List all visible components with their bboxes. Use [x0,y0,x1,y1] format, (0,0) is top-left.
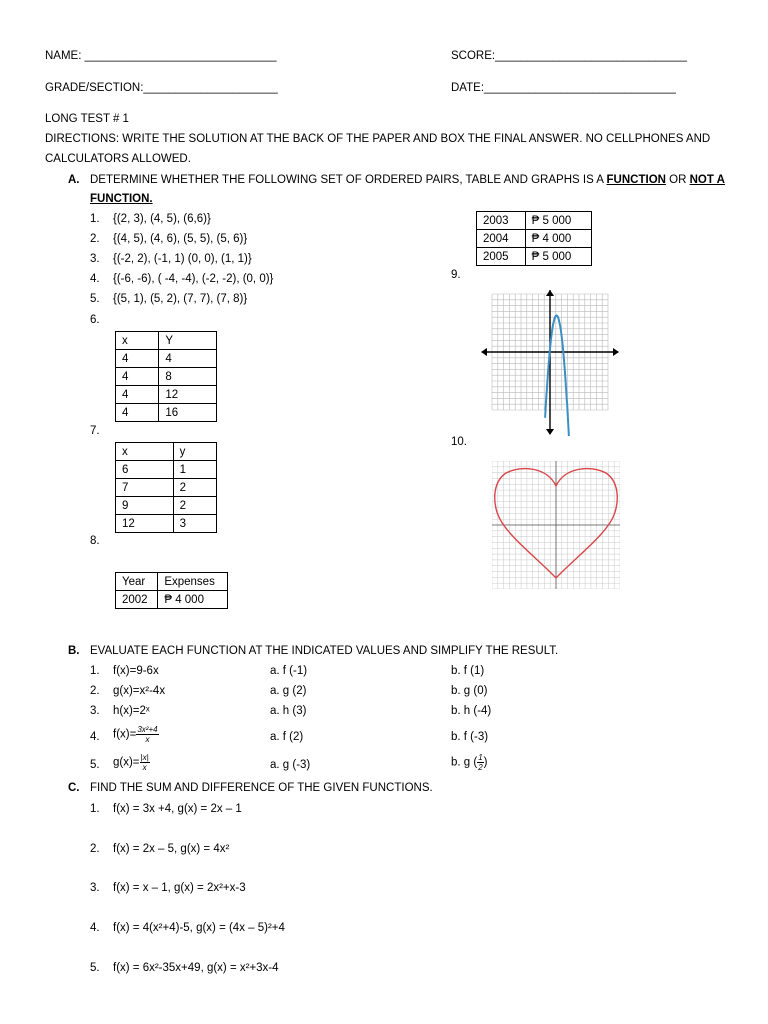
c-item-5-num: 5. [90,962,100,974]
a-item-7-num: 7. [90,425,100,437]
graph-9-parabola [480,290,620,436]
part-b-letter: B. [68,645,80,657]
fraction [136,725,158,744]
c-item-2-num: 2. [90,843,100,855]
table-cell: 2004 [477,230,526,248]
part-b-instruction: EVALUATE EACH FUNCTION AT THE INDICATED VALUES AND SIMPLIFY THE RESULT. [90,645,559,657]
part-a-letter: A. [68,174,80,186]
part-a-intro: DETERMINE WHETHER THE FOLLOWING SET OF ORDERED PAIRS, TABLE AND GRAPHS IS A [90,174,607,186]
b-item-3-num: 3. [90,705,100,717]
table-row [477,248,592,266]
a-item-4-text: {(-6, -6), ( -4, -4), (-2, -2), (0, 0)} [113,273,274,285]
graph-10-heart [492,461,620,589]
b-item-4-prefix: f(x)= [113,728,137,741]
date-field: DATE:______________________________ [451,82,676,94]
b-item-5-a: a. g (-3) [270,759,311,771]
table-cell: 12 [159,386,217,404]
not-a-word: NOT A [689,174,725,186]
a-item-10-num: 10. [451,436,467,448]
table-7 [115,442,217,533]
c-item-3-text: f(x) = x – 1, g(x) = 2x²+x-3 [113,882,246,894]
fraction-numerator: 1 [478,753,483,762]
table-cell: 4 [159,350,217,368]
x-axis-arrow-left [481,348,487,356]
function-word: FUNCTION [606,174,666,186]
c-item-1-num: 1. [90,803,100,815]
table-cell: ₱ 4 000 [158,591,228,609]
a-item-1-text: {(2, 3), (4, 5), (6,6)} [113,213,211,225]
table-row [116,350,217,368]
y-axis-arrow-up [546,290,554,296]
table-cell: ₱ 4 000 [525,230,591,248]
b-item-2-a: a. g (2) [270,685,307,697]
table-cell: 4 [116,350,159,368]
table-cell: ₱ 5 000 [525,248,591,266]
a-item-8-num: 8. [90,535,100,547]
b-item-1-b: b. f (1) [451,665,485,677]
a-item-3-num: 3. [90,253,100,265]
c-item-1-text: f(x) = 3x +4, g(x) = 2x – 1 [113,803,242,815]
table-cell: Expenses [158,573,228,591]
fraction-denominator: 2 [478,763,483,772]
score-field: SCORE:______________________________ [451,50,687,62]
table-cell: Y [159,332,217,350]
b-item-3-a: a. h (3) [270,705,307,717]
part-c-letter: C. [68,782,80,794]
b-item-5-function [113,753,150,772]
b-item-2-b: b. g (0) [451,685,488,697]
table-cell: 4 [116,368,159,386]
table-row [116,404,217,422]
a-item-2-text: {(4, 5), (4, 6), (5, 5), (5, 6)} [113,233,248,245]
table-cell: 4 [116,404,159,422]
fraction-numerator: 3x²+4 [137,725,158,734]
function-word-2: FUNCTION. [90,193,153,205]
c-item-3-num: 3. [90,882,100,894]
table-8-part-2 [476,211,592,266]
table-cell: 9 [116,497,174,515]
b-item-5-num: 5. [90,759,100,771]
fraction-denominator: x [145,735,150,744]
table-row [116,461,217,479]
table-cell: x [116,332,159,350]
b-item-4-a: a. f (2) [270,731,304,743]
c-item-2-text: f(x) = 2x – 5, g(x) = 4x² [113,843,230,855]
table-cell: 2005 [477,248,526,266]
table-6 [115,331,217,422]
table-cell: x [116,443,174,461]
b-item-2-num: 2. [90,685,100,697]
part-c-instruction: FIND THE SUM AND DIFFERENCE OF THE GIVEN FUNCTIONS. [90,782,433,794]
b-item-3-function: h(x)=2ˣ [113,705,150,717]
table-cell: ₱ 5 000 [525,212,591,230]
table-cell: 12 [116,515,174,533]
table-row [477,230,592,248]
table-cell: 7 [116,479,174,497]
table-row [116,515,217,533]
b-item-5-b-suffix: ) [483,756,488,769]
a-item-5-text: {(5, 1), (5, 2), (7, 7), (7, 8)} [113,293,248,305]
b-item-2-function: g(x)=x²-4x [113,685,166,697]
c-item-5-text: f(x) = 6x²-35x+49, g(x) = x²+3x-4 [113,962,279,974]
directions-line-1: DIRECTIONS: WRITE THE SOLUTION AT THE BACK OF THE PAPER AND BOX THE FINAL ANSWER. NO CELLPHONES AND [45,133,711,145]
table-cell: 2 [173,479,216,497]
table-cell: 16 [159,404,217,422]
parabola-curve [545,316,570,437]
fraction-numerator: |x| [140,753,149,762]
test-title: LONG TEST # 1 [45,113,129,125]
part-a-instruction [90,174,725,186]
table-cell: 6 [116,461,174,479]
a-item-5-num: 5. [90,293,100,305]
table-cell: 3 [173,515,216,533]
or-word: OR [665,174,690,186]
a-item-2-num: 2. [90,233,100,245]
table-cell: 2003 [477,212,526,230]
table-row [116,368,217,386]
table-cell: 2 [173,497,216,515]
b-item-1-function: f(x)=9-6x [113,665,159,677]
b-item-4-num: 4. [90,731,100,743]
table-row [116,386,217,404]
b-item-4-b: b. f (-3) [451,731,489,743]
directions-line-2: CALCULATORS ALLOWED. [45,153,191,165]
table-8-part-1 [115,572,228,609]
b-item-3-b: b. h (-4) [451,705,492,717]
x-axis-arrow-right [613,348,619,356]
b-item-1-num: 1. [90,665,100,677]
table-cell: 2002 [116,591,158,609]
table-cell: 1 [173,461,216,479]
grade-section-field: GRADE/SECTION:_____________________ [45,82,278,94]
a-item-6-num: 6. [90,314,100,326]
a-item-1-num: 1. [90,213,100,225]
b-item-5-prefix: g(x)= [113,756,140,769]
c-item-4-text: f(x) = 4(x²+4)-5, g(x) = (4x – 5)²+4 [113,922,285,934]
a-item-9-num: 9. [451,269,461,281]
table-cell: Year [116,573,158,591]
b-item-1-a: a. f (-1) [270,665,308,677]
table-cell: 8 [159,368,217,386]
table-row [116,591,228,609]
table-cell: 4 [116,386,159,404]
a-item-4-num: 4. [90,273,100,285]
name-field: NAME: ______________________________ [45,50,277,62]
table-cell: y [173,443,216,461]
y-axis-arrow-down [546,429,554,435]
fraction-denominator: x [142,763,147,772]
a-item-3-text: {(-2, 2), (-1, 1) (0, 0), (1, 1)} [113,253,252,265]
b-item-5-b-prefix: b. g ( [451,756,478,769]
table-row [477,212,592,230]
c-item-4-num: 4. [90,922,100,934]
fraction [140,753,150,772]
table-row [116,497,217,515]
b-item-5-b [451,753,488,772]
b-item-4-function [113,725,159,744]
table-row [116,479,217,497]
